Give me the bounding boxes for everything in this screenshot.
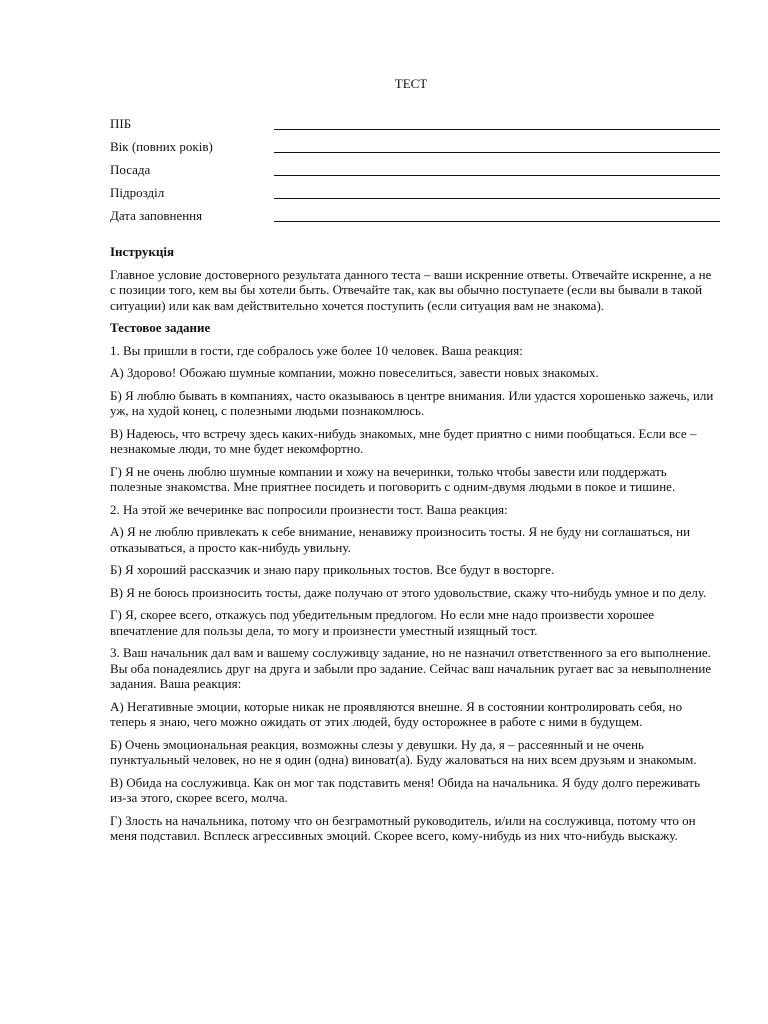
answer-option: Г) Я, скорее всего, откажусь под убедительным предлогом. Но если мне надо произвести хорошее впечатление для пользы дела, то могу и произнести уместный изящный тост.	[110, 607, 655, 638]
answer-option: В) Надеюсь, что встречу здесь каких-нибудь знакомых, мне будет приятно с ними пообщаться. Если все – незнакомые люди, то мне будет некомфортно.	[110, 425, 697, 456]
page-title: ТЕСТ	[394, 76, 428, 91]
answer-option: А) Я не люблю привлекать к себе внимание, ненавижу произносить тосты. Я не буду ни соглашаться, ни отказываться, а просто как-нибудь увильну.	[110, 524, 691, 555]
blank-line	[274, 129, 720, 130]
answer-option: А) Здорово! Обожаю шумные компании, можно повеселиться, завести новых знакомых.	[110, 365, 599, 380]
answer-option: Г) Злость на начальника, потому что он безграмотный руководитель, и/или на сослуживца, потому что он меня подставил. Всплеск агрессивных эмоций. Скорее всего, кому-нибудь из них что-нибудь выскажу.	[110, 812, 696, 843]
question-2: 2. На этой же вечеринке вас попросили произнести тост. Ваша реакция:	[110, 501, 508, 517]
answer-option: Б) Я хороший рассказчик и знаю пару прикольных тостов. Все будут в восторге.	[110, 562, 555, 577]
answer-option: Б) Я люблю бывать в компаниях, часто оказываюсь в центре внимания. Или удастся хорошенько зажечь, или уж, на худой конец, с полезными людьми познакомлюсь.	[110, 387, 714, 418]
field-name	[110, 116, 720, 134]
instruction-text: Главное условие достоверного результата данного теста – ваши искренние ответы. Отвечайте искренне, а не с позиции того, кем вы бы хотели быть. Отвечайте так, как вы обычно поступаете (если вы бывали в такой ситуации) или как вам действительно хочется поступить (если ситуация вам не знакома).	[110, 266, 712, 313]
field-position	[110, 162, 720, 180]
field-department	[110, 185, 720, 203]
answer-option: Б) Очень эмоциональная реакция, возможны слезы у девушки. Ну да, я – рассеянный и не очень пунктуальный человек, но не я один (одна) виноват(а). Буду жаловаться на них всем друзьям и знакомым.	[110, 736, 697, 767]
field-date	[110, 208, 720, 226]
question-1: 1. Вы пришли в гости, где собралось уже более 10 человек. Ваша реакция:	[110, 342, 523, 358]
answer-option: А) Негативные эмоции, которые никак не проявляются внешне. Я в состоянии контролировать себя, но теперь я знаю, чего можно ожидать от этих людей, буду осторожнее в работе с ними в будущем.	[110, 698, 683, 729]
field-label: Дата заповнення	[110, 208, 203, 223]
test-heading: Тестовое задание	[110, 320, 211, 335]
field-label: Посада	[110, 162, 151, 177]
document-body	[110, 244, 718, 851]
answer-option: В) Обида на сослуживца. Как он мог так подставить меня! Обида на начальника. Я буду долго переживать из-за этого, скорее всего, молча.	[110, 774, 701, 805]
answer-option: Г) Я не очень люблю шумные компании и хожу на вечеринки, только чтобы завести или поддержать полезные знакомства. Мне приятнее посидеть и поговорить с одним-двумя людьми в покое и тишине.	[110, 463, 676, 494]
answer-option: В) Я не боюсь произносить тосты, даже получаю от этого удовольствие, скажу что-нибудь умное и по делу.	[110, 584, 707, 600]
field-label: Підрозділ	[110, 185, 165, 200]
blank-line	[274, 152, 720, 153]
field-label: ПІБ	[110, 116, 132, 131]
field-age	[110, 139, 720, 157]
field-label: Вік (повних років)	[110, 139, 213, 154]
blank-line	[274, 175, 720, 176]
blank-line	[274, 198, 720, 199]
question-3: 3. Ваш начальник дал вам и вашему сослуживцу задание, но не назначил ответственного за его выполнение. Вы оба понадеялись друг на друга и забыли про задание. Сейчас ваш начальник ругает вас за невыполнение задания. Ваша реакция:	[110, 645, 712, 691]
blank-line	[274, 221, 720, 222]
instruction-heading: Інструкція	[110, 244, 175, 259]
